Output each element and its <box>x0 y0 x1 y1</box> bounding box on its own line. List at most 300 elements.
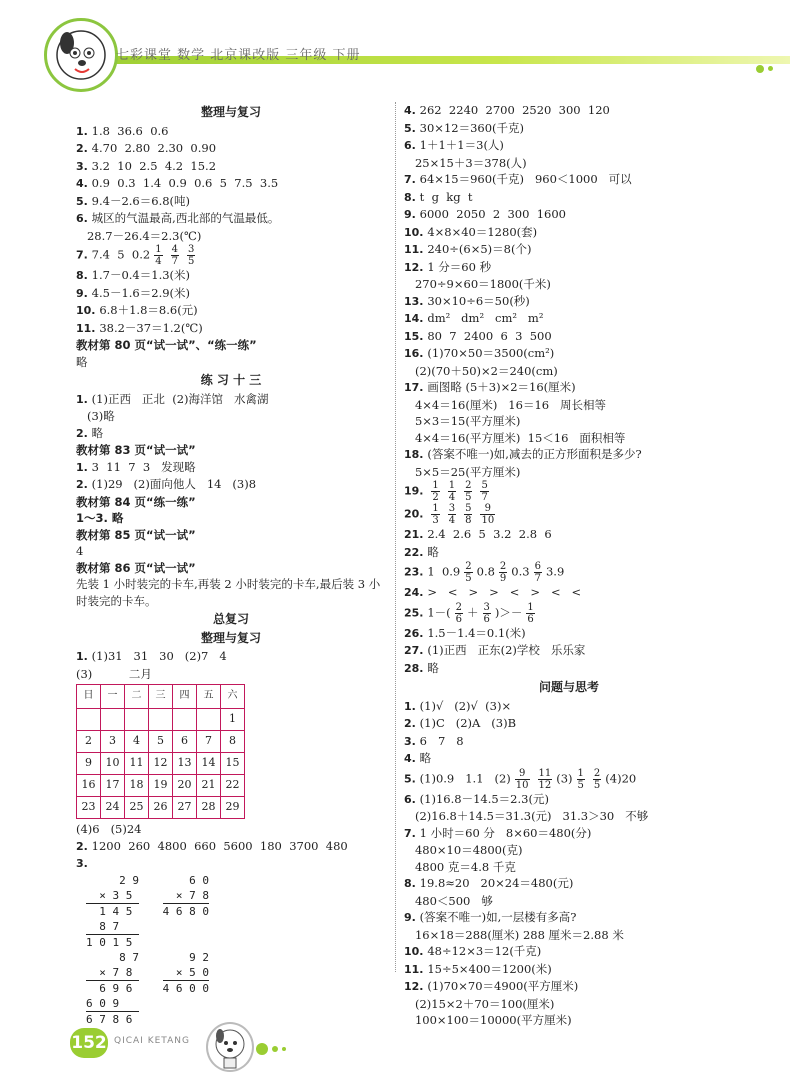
fraction <box>538 768 553 791</box>
fraction <box>593 768 601 791</box>
answer-line <box>404 715 734 733</box>
answer-number: 4. <box>404 104 420 117</box>
answer-line <box>404 943 734 961</box>
footer-dots <box>256 1038 290 1057</box>
calendar-weekday: 六 <box>221 685 245 709</box>
answer-number: 27. <box>404 644 428 657</box>
answer-text: 25×15＋3＝378(人) <box>414 155 527 170</box>
answer-text: 略 <box>419 751 432 765</box>
calendar-day: 27 <box>173 797 197 819</box>
calendar-day: 1 <box>221 709 245 731</box>
answer-line: 24. > < > > < > < < <box>404 585 582 599</box>
answer-line <box>404 310 734 328</box>
fraction <box>480 503 495 526</box>
answer-line <box>76 140 386 158</box>
answer-line <box>404 544 734 562</box>
answer-number: 17. <box>404 381 428 394</box>
answer-number: 10. <box>404 945 428 958</box>
calc-row: 6 7 8 6 <box>86 1012 133 1026</box>
answer-line <box>404 825 734 843</box>
calc-row: 4 6 0 0 <box>162 981 209 995</box>
answer-line <box>404 430 734 447</box>
calendar-day: 4 <box>125 731 149 753</box>
answer-line <box>404 875 734 893</box>
review-answers <box>76 123 386 338</box>
answer-line <box>404 842 734 859</box>
answer-line <box>404 120 734 138</box>
answer-number: 10. <box>404 225 428 239</box>
answer-number: 5. <box>404 121 420 135</box>
answer-text: (1)正西 正东(2)学校 乐乐家 <box>427 643 586 657</box>
denominator: 7 <box>534 573 541 584</box>
calendar-day <box>125 709 149 731</box>
denominator: 9 <box>499 573 507 584</box>
answer-line <box>404 961 734 979</box>
answer-text: 30×10÷6＝50(秒) <box>427 293 530 308</box>
textbook-ref: 教材第 83 页“试一试” <box>76 443 196 457</box>
calendar-day: 28 <box>197 797 221 819</box>
answer-line: (4)6 (5)24 <box>76 822 142 836</box>
answer-line <box>404 660 734 678</box>
answer-text: 262 2240 2700 2520 300 120 <box>419 103 610 117</box>
answer-text: 30×12＝360(千克) <box>419 120 524 135</box>
calc-row: × 7 8 <box>86 965 139 981</box>
answer-line <box>404 480 734 503</box>
calc-row: 6 0 <box>162 873 209 887</box>
denominator: 3 <box>432 515 439 526</box>
numerator: 3 <box>448 503 456 514</box>
calendar-weekday: 五 <box>197 685 221 709</box>
fraction <box>448 480 456 503</box>
answer-line <box>404 733 734 751</box>
answer-number: 22. <box>404 545 428 559</box>
answer-text: 4×4＝16(平方厘米) 15＜16 面积相等 <box>414 430 626 445</box>
fraction <box>526 602 534 625</box>
denominator: 5 <box>465 492 472 503</box>
numerator: 9 <box>515 768 530 780</box>
answer-line <box>404 241 734 259</box>
calendar-row <box>77 709 245 731</box>
answer-text: 1＋1＋1＝3(人) <box>419 138 504 152</box>
calendar-day: 20 <box>173 775 197 797</box>
answer-line <box>404 259 734 277</box>
denominator: 10 <box>515 779 529 791</box>
section-title: 总复习 <box>212 612 249 626</box>
answer-number: 12. <box>404 980 428 993</box>
question-answers <box>404 698 734 768</box>
answer-number: 11. <box>404 962 428 976</box>
answer-text: 5×5＝25(平方厘米) <box>414 464 521 479</box>
answer-text: 480×10＝4800(克) <box>414 843 523 857</box>
calendar-day: 6 <box>173 731 197 753</box>
answer-text: 6 7 8 <box>419 733 464 748</box>
review-answers <box>404 526 734 561</box>
answer-text: (2)(70＋50)×2＝240(cm) <box>414 363 558 378</box>
answer-text: (1)C (2)A (3)B <box>419 716 517 730</box>
answer-number: 15. <box>404 329 428 343</box>
answer-text: (答案不唯一)如,一层楼有多高? <box>419 910 577 924</box>
answer-line: 3. <box>76 857 88 870</box>
calendar-day: 5 <box>149 731 173 753</box>
calc-row: 6 9 6 <box>86 981 133 995</box>
calendar-day: 11 <box>125 753 149 775</box>
answer-text: 4.70 2.80 2.30 0.90 <box>91 141 217 155</box>
denominator: 2 <box>432 492 439 503</box>
answer-line: 2. 1200 260 4800 660 5600 180 3700 480 <box>76 838 348 853</box>
answer-line <box>76 285 386 303</box>
answer-text: 48÷12×3＝12(千克) <box>427 944 542 958</box>
answer-line <box>404 642 734 660</box>
answer-line <box>76 175 386 193</box>
answer-line <box>76 228 386 245</box>
answer-number: 23. <box>404 565 428 579</box>
page-header <box>0 0 800 92</box>
answer-line <box>404 561 734 584</box>
answer-number: 28. <box>404 661 428 675</box>
calendar-weekday: 二 <box>125 685 149 709</box>
dog-mascot-icon <box>206 1022 254 1072</box>
vertical-calc <box>163 873 209 919</box>
answer-text: 15÷5×400＝1200(米) <box>427 961 552 976</box>
calendar-day: 21 <box>197 775 221 797</box>
calendar-day: 22 <box>221 775 245 797</box>
answer-number: 7. <box>404 826 420 840</box>
calc-row: 6 0 9 <box>86 996 139 1012</box>
answer-text: 4×4＝16(厘米) 16＝16 周长相等 <box>414 397 607 412</box>
calc-row: 8 7 <box>86 950 139 964</box>
answer-text: 38.2－37＝1.2(℃) <box>99 320 203 335</box>
calendar-weekday: 日 <box>77 685 101 709</box>
answer-number: 3. <box>404 734 420 748</box>
fraction <box>499 561 507 584</box>
answer-line: (3)略 <box>86 409 115 423</box>
answer-line: 1～3. 略 <box>76 511 124 525</box>
denominator: 5 <box>187 256 195 267</box>
calendar-day: 16 <box>77 775 101 797</box>
answer-text: 4×8×40＝1280(套) <box>427 224 538 239</box>
calendar-weekday: 三 <box>149 685 173 709</box>
calendar-day: 23 <box>77 797 101 819</box>
answer-line: 略 <box>76 354 88 369</box>
answer-number: 25. <box>404 606 428 619</box>
calc-row: 8 7 <box>86 919 139 935</box>
numerator: 1 <box>155 244 162 255</box>
fraction <box>480 480 488 503</box>
denominator: 5 <box>577 779 584 791</box>
answer-line <box>76 210 386 228</box>
numerator: 11 <box>538 767 552 779</box>
numerator: 1 <box>432 480 439 491</box>
answer-text: 1.7－0.4＝1.3(米) <box>91 268 191 282</box>
answer-line: 1. (1)正西 正北 (2)海洋馆 水禽湖 <box>76 391 269 406</box>
calendar-day: 15 <box>221 753 245 775</box>
answer-line <box>76 320 386 338</box>
answer-line: 4 <box>76 544 84 558</box>
calc-row: × 7 8 <box>162 888 209 902</box>
answer-text: 略 <box>427 544 439 559</box>
denominator: 6 <box>455 613 463 625</box>
answer-number: 5. <box>404 772 420 785</box>
answer-text: (2)15×2＋70＝100(厘米) <box>414 996 555 1011</box>
answer-line: 2. 略 <box>76 425 104 440</box>
answer-line <box>404 413 734 430</box>
answer-line: (3) 二月 <box>76 666 152 681</box>
answer-text: (1)70×70＝4900(平方厘米) <box>427 979 579 993</box>
fraction <box>171 244 179 267</box>
numerator: 5 <box>481 480 488 491</box>
answer-line <box>404 526 734 544</box>
answer-text: 4.5－1.6＝2.9(米) <box>91 285 191 300</box>
answer-text: )＞ <box>494 605 511 619</box>
answer-text: 1－( <box>427 605 451 619</box>
answer-number: 11. <box>76 321 100 335</box>
calendar-day: 26 <box>149 797 173 819</box>
numerator: 5 <box>465 503 472 514</box>
fraction <box>577 768 585 791</box>
fraction <box>464 503 472 526</box>
answer-line <box>404 464 734 481</box>
answer-number: 19. <box>404 484 428 498</box>
answer-line <box>404 155 734 172</box>
calendar-day: 3 <box>101 731 125 753</box>
numerator: 1 <box>577 767 584 779</box>
answer-number: 10. <box>76 304 100 317</box>
answer-line <box>404 328 734 346</box>
calc-row: 2 9 <box>86 873 139 887</box>
right-column <box>404 102 734 1029</box>
calendar-weekday: 四 <box>173 685 197 709</box>
answer-text: 16×18＝288(厘米) 288 厘米＝2.88 米 <box>414 927 624 942</box>
answer-number: 11. <box>404 243 428 256</box>
calc-row: 1 4 5 <box>86 904 133 918</box>
answer-number: 1. <box>76 124 92 138</box>
answer-number: 14. <box>404 312 428 325</box>
section-title: 练 习 十 三 <box>200 373 262 387</box>
answer-number: 7. <box>76 248 92 262</box>
denominator: 12 <box>538 779 552 791</box>
answer-line <box>404 189 734 207</box>
fraction <box>515 768 530 791</box>
answer-number: 18. <box>404 448 428 461</box>
footer-brand: QICAI KETANG <box>114 1036 190 1046</box>
answer-number: 21. <box>404 528 428 541</box>
answer-text: 3.2 10 2.5 4.2 15.2 <box>91 158 217 173</box>
answer-number: 6. <box>404 139 420 152</box>
review-answers <box>404 625 734 678</box>
answer-line <box>404 893 734 910</box>
answer-number: 3. <box>76 159 92 173</box>
answer-line <box>404 206 734 224</box>
answer-line <box>404 698 734 716</box>
numerator: 2 <box>593 767 601 779</box>
answer-number: 16. <box>404 347 428 360</box>
page-number: 152 <box>70 1028 108 1058</box>
answer-text: 270÷9×60＝1800(千米) <box>414 277 551 291</box>
calendar-weekday: 一 <box>101 685 125 709</box>
answer-text: 0.9 0.3 1.4 0.9 0.6 5 7.5 3.5 <box>91 176 279 190</box>
answer-text: 3.9 <box>545 564 565 579</box>
denominator: 4 <box>448 492 456 503</box>
answer-text: 6.8＋1.8＝8.6(元) <box>99 303 198 317</box>
denominator: 4 <box>155 256 162 267</box>
numerator: 6 <box>534 561 541 572</box>
denominator: 7 <box>481 492 488 503</box>
answer-number: 4. <box>404 752 420 765</box>
answer-line <box>76 193 386 211</box>
answer-line <box>76 123 386 141</box>
vertical-calculations <box>76 873 386 1027</box>
calendar-day: 29 <box>221 797 245 819</box>
textbook-ref: 教材第 85 页“试一试” <box>76 527 196 542</box>
section-subtitle: 整理与复习 <box>200 630 261 645</box>
calendar-day: 8 <box>221 731 245 753</box>
answer-text: 19.8≈20 20×24＝480(元) <box>419 876 574 890</box>
calendar-day <box>197 709 221 731</box>
answer-line <box>76 244 386 267</box>
numerator: 1 <box>527 601 534 613</box>
numerator: 1 <box>432 503 439 514</box>
answer-text: 1.8 36.6 0.6 <box>91 123 169 138</box>
textbook-ref: 教材第 84 页“练一练” <box>76 494 196 509</box>
answer-line <box>404 602 734 625</box>
calc-row: 4 6 8 0 <box>162 904 209 918</box>
fraction <box>534 561 542 584</box>
answer-text: 2.4 2.6 5 3.2 2.8 6 <box>427 527 552 541</box>
numerator: 9 <box>480 503 495 515</box>
denominator: 6 <box>527 613 534 625</box>
numerator: 2 <box>499 561 507 572</box>
answer-number: 6. <box>76 212 92 225</box>
fraction <box>483 602 491 625</box>
answer-text: (1)70×50＝3500(cm²) <box>427 346 555 360</box>
textbook-ref: 教材第 86 页“试一试” <box>76 560 196 575</box>
answer-text: 7.4 5 0.2 <box>91 247 151 262</box>
fraction <box>464 480 472 503</box>
answer-line <box>404 137 734 155</box>
answer-number: 9. <box>76 286 92 300</box>
answer-number: 26. <box>404 626 428 640</box>
fraction <box>187 244 195 267</box>
answer-text: 0.3 <box>511 564 530 579</box>
answer-text: 1.5－1.4＝0.1(米) <box>427 625 526 640</box>
calendar-table <box>76 684 245 819</box>
answer-line <box>404 503 734 526</box>
calendar-day: 2 <box>77 731 101 753</box>
answer-line: 1. (1)31 31 30 (2)7 4 <box>76 649 227 663</box>
answer-line <box>404 276 734 293</box>
answer-number: 8. <box>404 877 420 890</box>
numerator: 3 <box>483 601 490 613</box>
left-column <box>76 102 386 1027</box>
answer-line <box>76 267 386 285</box>
vertical-calc <box>163 950 209 996</box>
answer-text: (1)16.8－14.5＝2.3(元) <box>419 791 549 806</box>
answer-number: 13. <box>404 294 428 308</box>
answer-number: 4. <box>76 177 92 190</box>
answer-line <box>404 171 734 189</box>
section-title: 整理与复习 <box>200 105 261 119</box>
denominator: 4 <box>448 515 456 526</box>
answer-text: 64×15＝960(千克) 960＜1000 可以 <box>419 172 632 186</box>
answer-number: 9. <box>404 911 420 924</box>
answer-text: 1 0.9 <box>427 564 461 579</box>
answer-line <box>404 224 734 242</box>
calendar-day <box>77 709 101 731</box>
answer-text: t g kg t <box>419 189 473 204</box>
answer-number: 8. <box>76 269 92 282</box>
header-title: 七彩课堂 数学 北京课改版 三年级 下册 <box>116 48 361 63</box>
answer-text: (1)0.9 1.1 (2) <box>419 771 511 785</box>
calendar-day: 24 <box>101 797 125 819</box>
calc-row: 9 2 <box>162 950 209 964</box>
answer-text: 240÷(6×5)＝8(个) <box>427 242 532 256</box>
answer-number: 2. <box>404 717 420 730</box>
calendar-day: 12 <box>149 753 173 775</box>
calendar-row <box>77 797 245 819</box>
answer-text: 1 分＝60 秒 <box>427 259 492 274</box>
answer-text: 略 <box>427 660 439 675</box>
answer-line <box>404 791 734 809</box>
answer-line <box>404 859 734 876</box>
header-dots <box>756 58 777 77</box>
denominator: 8 <box>465 515 472 526</box>
answer-text: 0.8 <box>476 564 495 579</box>
calendar-row <box>77 731 245 753</box>
calendar-day: 25 <box>125 797 149 819</box>
answer-line <box>404 293 734 311</box>
calendar-row <box>77 753 245 775</box>
calc-row: × 3 5 <box>86 888 139 904</box>
fraction <box>154 244 162 267</box>
answer-text: 28.7－26.4＝2.3(℃) <box>86 228 202 243</box>
calendar-day: 19 <box>149 775 173 797</box>
page-footer <box>70 1022 370 1072</box>
calendar-day: 7 <box>197 731 221 753</box>
answer-line <box>404 345 734 363</box>
answer-text: (3) <box>556 771 573 785</box>
answer-line <box>404 102 734 120</box>
calc-row: 1 0 1 5 <box>86 935 133 949</box>
answer-line: 2. (1)29 (2)面向他人 14 (3)8 <box>76 477 257 491</box>
answer-text: (1)√ (2)√ (3)× <box>419 698 512 713</box>
answer-line <box>76 158 386 176</box>
answer-paragraph: 先装 1 小时装完的卡车,再装 2 小时装完的卡车,最后装 3 小时装完的卡车。 <box>76 577 381 608</box>
numerator: 4 <box>171 244 178 255</box>
review-answers <box>404 102 734 480</box>
answer-text: 4800 克＝4.8 千克 <box>414 859 516 874</box>
answer-text: 80 7 2400 6 3 500 <box>427 328 552 343</box>
answer-line <box>404 750 734 768</box>
denominator: 5 <box>593 779 601 791</box>
calendar-day: 14 <box>197 753 221 775</box>
answer-line <box>404 978 734 996</box>
denominator: 5 <box>465 573 472 584</box>
numerator: 2 <box>455 601 463 613</box>
calendar-row <box>77 775 245 797</box>
fraction <box>431 480 439 503</box>
answer-text: 6000 2050 2 300 1600 <box>419 207 566 221</box>
calendar-day <box>173 709 197 731</box>
answer-text: 100×100＝10000(平方厘米) <box>414 1013 572 1027</box>
numerator: 1 <box>448 480 456 491</box>
fraction <box>448 503 456 526</box>
answer-line <box>404 397 734 414</box>
answer-number: 7. <box>404 173 420 186</box>
answer-number: 8. <box>404 190 420 204</box>
answer-text: (答案不唯一)如,减去的正方形面积是多少? <box>427 447 642 461</box>
answer-number: 6. <box>404 792 420 806</box>
answer-text: ＋ <box>467 605 479 619</box>
